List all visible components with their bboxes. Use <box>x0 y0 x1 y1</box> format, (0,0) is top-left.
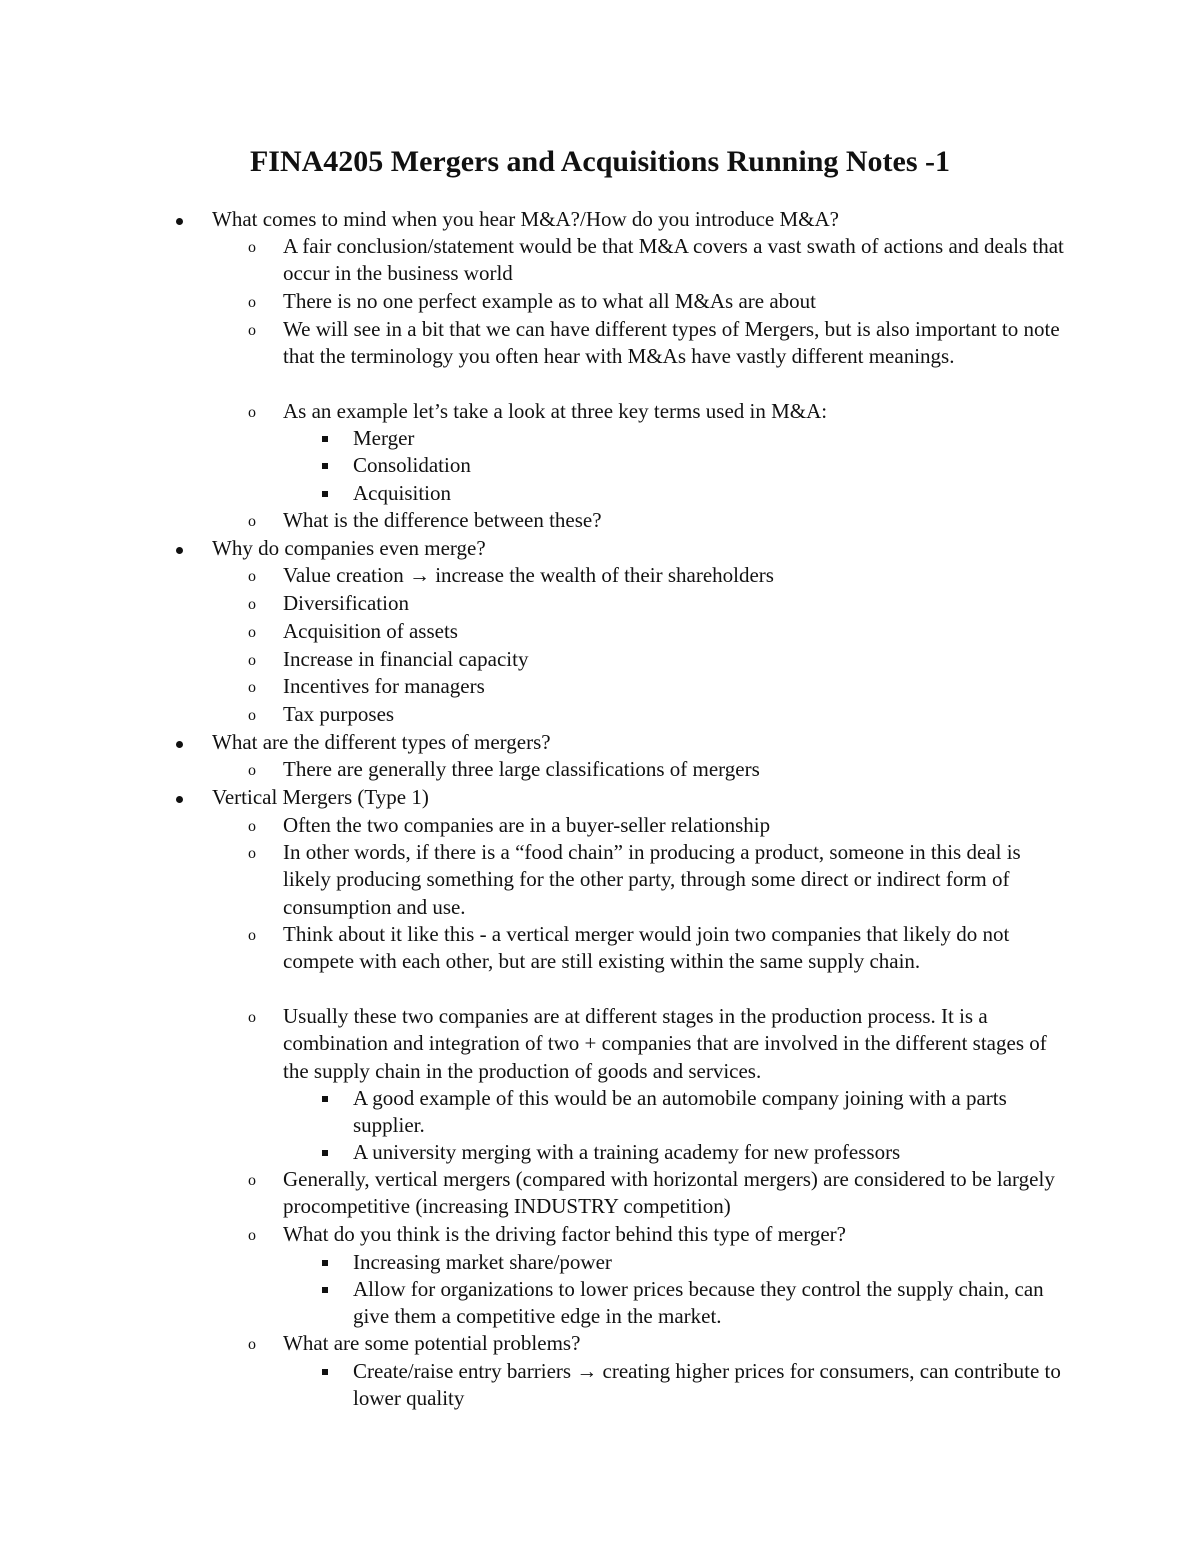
sub-item <box>248 590 1073 617</box>
item-text: In other words, if there is a “food chain” in producing a product, someone in this deal is likely producing something for the other party, through some direct or indirect form of consumption and use. <box>283 840 1021 919</box>
circle-bullet-icon: o <box>248 624 256 641</box>
item-text: We will see in a bit that we can have different types of Mergers, but is also important to note that the terminology you often hear with M&As have vastly different meanings. <box>283 317 1060 369</box>
sub-item <box>248 316 1073 371</box>
bullet-item <box>212 784 1072 811</box>
item-text: What are some potential problems? <box>283 1331 581 1355</box>
sub-sub-item <box>353 425 1073 452</box>
bullet-icon <box>176 741 183 748</box>
circle-bullet-icon: o <box>248 818 256 835</box>
circle-bullet-icon: o <box>248 927 256 944</box>
sub-item <box>248 839 1073 921</box>
sub-item <box>248 812 1073 839</box>
item-text: What comes to mind when you hear M&A?/How do you introduce M&A? <box>212 207 839 231</box>
sub-sub-item <box>353 1139 1073 1166</box>
bullet-item <box>212 535 1072 562</box>
sub-item <box>248 1330 1073 1357</box>
circle-bullet-icon: o <box>248 322 256 339</box>
bullet-icon <box>176 547 183 554</box>
circle-bullet-icon: o <box>248 404 256 421</box>
sub-item <box>248 701 1073 728</box>
item-text: Create/raise entry barriers → creating higher prices for consumers, can contribute to lower quality <box>353 1359 1061 1411</box>
item-text: Acquisition <box>353 481 451 505</box>
item-text: A good example of this would be an automobile company joining with a parts supplier. <box>353 1086 1007 1138</box>
item-text: Usually these two companies are at different stages in the production process. It is a combination and integration of two + companies that are involved in the different stages of the supply chain in the production of goods and services. <box>283 1004 1047 1083</box>
sub-item <box>248 1003 1073 1085</box>
item-text: What do you think is the driving factor behind this type of merger? <box>283 1222 846 1246</box>
square-bullet-icon <box>322 463 328 469</box>
sub-item <box>248 1166 1073 1221</box>
item-text: Consolidation <box>353 453 471 477</box>
item-text: Tax purposes <box>283 702 395 726</box>
sub-sub-item <box>353 1276 1073 1331</box>
square-bullet-icon <box>322 436 328 442</box>
square-bullet-icon <box>322 1096 328 1102</box>
item-text: Diversification <box>283 591 409 615</box>
sub-item <box>248 562 1073 589</box>
sub-sub-item <box>353 1358 1073 1413</box>
circle-bullet-icon: o <box>248 1009 256 1026</box>
item-text: Acquisition of assets <box>283 619 458 643</box>
item-text: Increasing market share/power <box>353 1250 612 1274</box>
sub-item <box>248 921 1073 976</box>
document-title: FINA4205 Mergers and Acquisitions Running Notes -1 <box>249 145 951 178</box>
circle-bullet-icon: o <box>248 707 256 724</box>
bullet-item <box>212 206 1072 233</box>
sub-item <box>248 756 1073 783</box>
item-text: Allow for organizations to lower prices because they control the supply chain, can give them a competitive edge in the market. <box>353 1277 1044 1329</box>
item-text: What are the different types of mergers? <box>212 730 551 754</box>
sub-sub-item <box>353 1085 1073 1140</box>
circle-bullet-icon: o <box>248 652 256 669</box>
circle-bullet-icon: o <box>248 294 256 311</box>
sub-sub-item <box>353 452 1073 479</box>
circle-bullet-icon: o <box>248 1336 256 1353</box>
sub-item <box>248 673 1073 700</box>
item-text: Increase in financial capacity <box>283 647 529 671</box>
item-text: As an example let’s take a look at three key terms used in M&A: <box>283 399 828 423</box>
item-text: A university merging with a training academy for new professors <box>353 1140 901 1164</box>
item-text: There are generally three large classifications of mergers <box>283 757 760 781</box>
bullet-item <box>212 729 1072 756</box>
item-text: Value creation → increase the wealth of their shareholders <box>283 563 774 587</box>
circle-bullet-icon: o <box>248 1172 256 1189</box>
item-text: Incentives for managers <box>283 674 485 698</box>
circle-bullet-icon: o <box>248 568 256 585</box>
item-text: A fair conclusion/statement would be that M&A covers a vast swath of actions and deals that occur in the business world <box>283 234 1064 286</box>
sub-item <box>248 398 1073 425</box>
item-text: Often the two companies are in a buyer-seller relationship <box>283 813 771 837</box>
item-text: Why do companies even merge? <box>212 536 486 560</box>
circle-bullet-icon: o <box>248 1227 256 1244</box>
square-bullet-icon <box>322 1287 328 1293</box>
square-bullet-icon <box>322 491 328 497</box>
sub-item <box>248 1221 1073 1248</box>
circle-bullet-icon: o <box>248 845 256 862</box>
circle-bullet-icon: o <box>248 239 256 256</box>
item-text: There is no one perfect example as to what all M&As are about <box>283 289 816 313</box>
sub-item <box>248 233 1073 288</box>
item-text: What is the difference between these? <box>283 508 602 532</box>
item-text: Think about it like this - a vertical merger would join two companies that likely do not compete with each other, but are still existing within the same supply chain. <box>283 922 1010 974</box>
item-text: Generally, vertical mergers (compared with horizontal mergers) are considered to be largely procompetitive (increasing INDUSTRY competition) <box>283 1167 1055 1219</box>
circle-bullet-icon: o <box>248 513 256 530</box>
square-bullet-icon <box>322 1369 328 1375</box>
circle-bullet-icon: o <box>248 596 256 613</box>
circle-bullet-icon: o <box>248 679 256 696</box>
sub-item <box>248 618 1073 645</box>
sub-sub-item <box>353 480 1073 507</box>
sub-sub-item <box>353 1249 1073 1276</box>
item-text: Merger <box>353 426 415 450</box>
bullet-icon <box>176 796 183 803</box>
sub-item <box>248 646 1073 673</box>
item-text: Vertical Mergers (Type 1) <box>212 785 429 809</box>
square-bullet-icon <box>322 1150 328 1156</box>
square-bullet-icon <box>322 1260 328 1266</box>
circle-bullet-icon: o <box>248 762 256 779</box>
bullet-icon <box>176 218 183 225</box>
sub-item <box>248 288 1073 315</box>
sub-item <box>248 507 1073 534</box>
